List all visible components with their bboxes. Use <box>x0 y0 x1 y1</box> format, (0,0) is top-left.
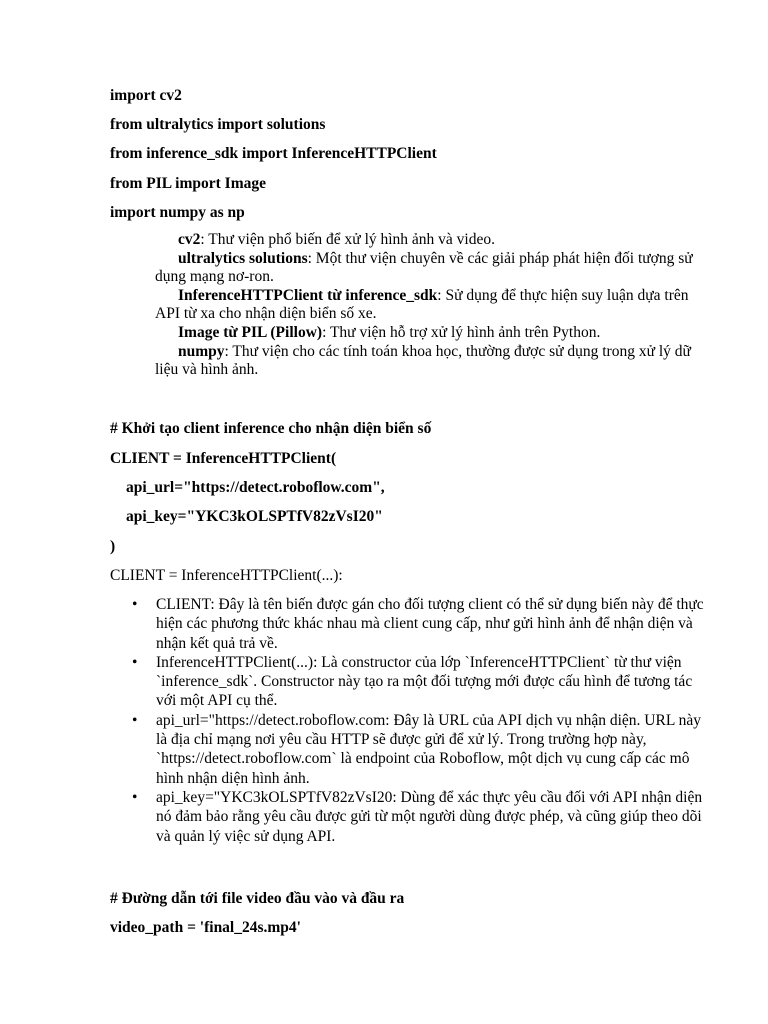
comment-video-path: # Đường dẫn tới file video đầu vào và đầu ra <box>110 890 405 907</box>
code-import-numpy: import numpy as np <box>110 204 245 221</box>
code-import-inference-sdk: from inference_sdk import InferenceHTTPClient <box>110 145 437 162</box>
list-item <box>132 788 708 846</box>
definition-item <box>155 324 715 343</box>
definition-desc: : Một thư viện chuyên về các giải pháp phát hiện đối tượng sử dụng mạng nơ-ron. <box>155 249 693 286</box>
definition-desc: : Sử dụng để thực hiện suy luận dựa trên API từ xa cho nhận diện biển số xe. <box>155 286 689 323</box>
definition-desc: : Thư viện hỗ trợ xử lý hình ảnh trên Python. <box>322 323 601 341</box>
code-client-open: CLIENT = InferenceHTTPClient( <box>110 450 337 467</box>
code-import-cv2: import cv2 <box>110 87 182 104</box>
list-item <box>132 653 708 711</box>
code-client-close: ) <box>110 538 116 555</box>
definition-term: InferenceHTTPClient từ inference_sdk <box>178 286 438 304</box>
code-video-path: video_path = 'final_24s.mp4' <box>110 919 301 936</box>
code-client-api-key: api_key="YKC3kOLSPTfV82zVsI20" <box>126 508 383 525</box>
definition-term: numpy <box>178 342 225 360</box>
definition-desc: : Thư viện phổ biến để xử lý hình ảnh và video. <box>200 231 495 248</box>
definition-desc: : Thư viện cho các tính toán khoa học, thường được sử dụng trong xử lý dữ liệu và hình ảnh. <box>155 342 691 379</box>
definition-term: ultralytics solutions <box>178 249 308 267</box>
list-item <box>132 711 708 788</box>
bullet-icon: • <box>132 788 138 806</box>
list-item <box>132 595 708 653</box>
bullet-icon: • <box>132 711 138 729</box>
comment-client-init: # Khởi tạo client inference cho nhận diện biển số <box>110 420 432 437</box>
code-import-pil: from PIL import Image <box>110 175 266 192</box>
list-item-text: CLIENT: Đây là tên biến được gán cho đối tượng client có thể sử dụng biến này để thực hiện các phương thức khác nhau mà client cung cấp, như gửi hình ảnh để nhận diện và nhận kết quả trả về. <box>156 596 704 652</box>
code-import-ultralytics: from ultralytics import solutions <box>110 116 326 133</box>
list-item-text: InferenceHTTPClient(...): Là constructor của lớp `InferenceHTTPClient` từ thư viện `inference_sdk`. Constructor này tạo ra một đối tượng mới được cấu hình để tương tác với một API cụ thể. <box>156 653 693 710</box>
definition-item <box>155 343 715 380</box>
definition-term: cv2 <box>178 231 201 248</box>
client-explanation-list <box>132 595 708 846</box>
list-item-text: api_url="https://detect.roboflow.com: Đây là URL của API dịch vụ nhận diện. URL này là địa chỉ mạng nơi yêu cầu HTTP sẽ được gửi để xử lý. Trong trường hợp này, `https://detect.roboflow.com` là endpoint của Roboflow, một dịch vụ cung cấp các mô hình nhận diện hình ảnh. <box>156 711 701 787</box>
client-explanation-heading: CLIENT = InferenceHTTPClient(...): <box>110 567 343 584</box>
definition-item <box>155 250 715 287</box>
import-definitions <box>155 231 715 380</box>
definition-term: Image từ PIL (Pillow) <box>178 323 323 341</box>
bullet-icon: • <box>132 596 138 613</box>
code-client-api-url: api_url="https://detect.roboflow.com", <box>126 479 385 496</box>
list-item-text: api_key="YKC3kOLSPTfV82zVsI20: Dùng để xác thực yêu cầu đối với API nhận diện nó đảm bảo rằng yêu cầu được gửi từ một người dùng được phép, và cũng giúp theo dõi và quản lý việc sử dụng API. <box>156 788 703 845</box>
definition-item <box>155 287 715 324</box>
definition-item <box>155 231 715 250</box>
bullet-icon: • <box>132 653 138 671</box>
